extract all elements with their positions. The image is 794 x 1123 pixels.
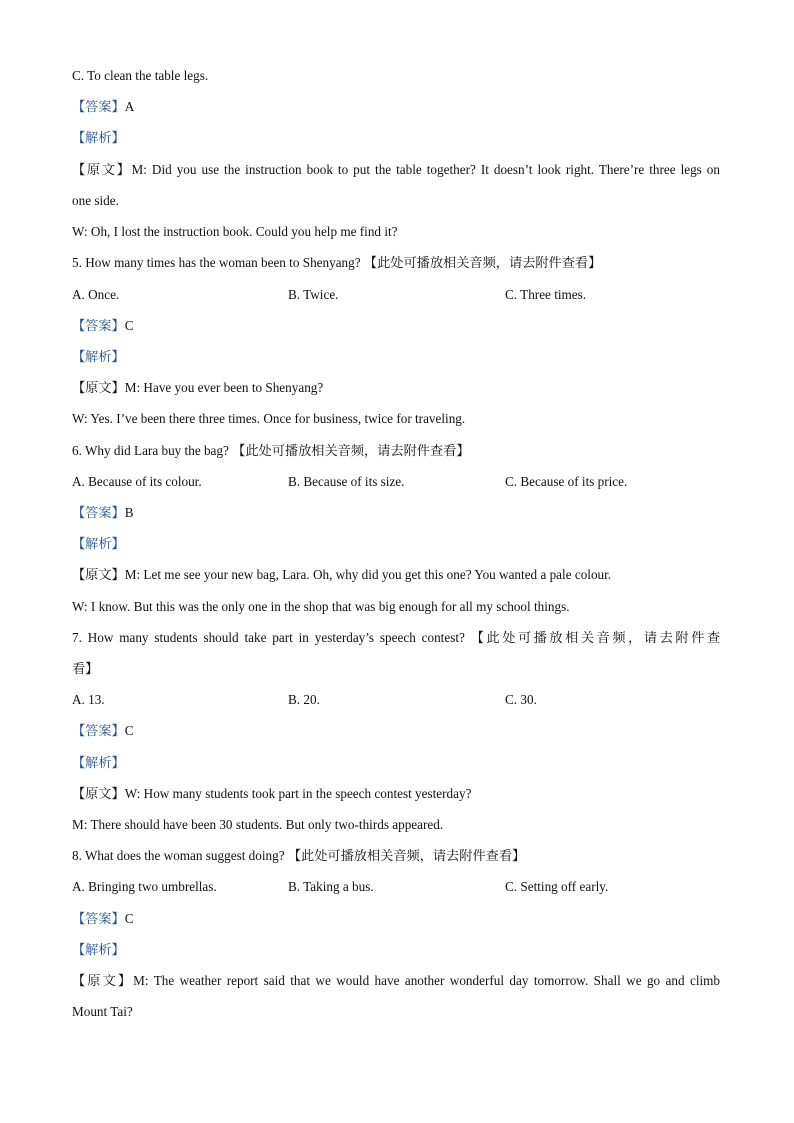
question-text: 6. Why did Lara buy the bag? [72,443,229,458]
answer-line [72,722,134,740]
question-8 [72,847,525,865]
audio-note: 【此处可播放相关音频，请去附件查 [470,630,721,645]
transcript-line: W: Yes. I’ve been there three times. Once for business, twice for traveling. [72,411,466,426]
transcript-line [72,379,323,397]
answer-line [72,504,134,522]
answer-value: B [124,505,134,520]
answer-label: 【答案】 [72,99,125,114]
transcript-text: M: The weather report said that we would have another wonderful day tomorrow. Shall we go and climb [133,973,720,988]
option-c: C. Three times. [505,287,587,302]
answer-value: C [124,723,134,738]
answer-line [72,910,134,928]
analysis-label: 【解析】 [72,755,125,770]
audio-note: 【此处可播放相关音频，请去附件查看】 [363,255,602,270]
transcript-line [72,972,720,990]
analysis-label: 【解析】 [72,130,125,145]
transcript-cont: Mount Tai? [72,1004,133,1019]
transcript-line [72,566,611,584]
transcript-label: 【原文】 [72,786,125,801]
answer-label: 【答案】 [72,505,125,520]
audio-note: 【此处可播放相关音频，请去附件查看】 [232,443,470,458]
analysis-label: 【解析】 [72,942,125,957]
question-text: 7. How many students should take part in yesterday’s speech contest? [72,630,465,645]
transcript-label: 【原文】 [72,567,125,582]
question-7 [72,629,720,647]
answer-value: C [124,318,134,333]
transcript-label: 【原文】 [72,380,125,395]
question-5 [72,254,601,272]
option-b: B. 20. [288,692,320,707]
option-b: B. Because of its size. [288,474,405,489]
option-b: B. Taking a bus. [288,879,374,894]
option-c-line: C. To clean the table legs. [72,68,209,83]
transcript-text: M: Let me see your new bag, Lara. Oh, why did you get this one? You wanted a pale colour. [124,567,612,582]
transcript-cont: one side. [72,193,119,208]
question-6 [72,442,470,460]
option-a: A. Once. [72,287,120,302]
transcript-line: M: There should have been 30 students. But only two-thirds appeared. [72,817,444,832]
transcript-line [72,161,720,179]
transcript-line: W: Oh, I lost the instruction book. Could you help me find it? [72,224,398,239]
option-c: C. Setting off early. [505,879,609,894]
analysis-label: 【解析】 [72,536,125,551]
option-c: C. 30. [505,692,537,707]
option-a: A. 13. [72,692,105,707]
transcript-text: W: How many students took part in the speech contest yesterday? [124,786,472,801]
answer-label: 【答案】 [72,318,125,333]
answer-label: 【答案】 [72,911,125,926]
transcript-text: M: Have you ever been to Shenyang? [124,380,324,395]
option-a: A. Bringing two umbrellas. [72,879,217,894]
transcript-line [72,785,471,803]
answer-value: C [124,911,134,926]
answer-value: A [124,99,135,114]
transcript-text: M: Did you use the instruction book to put the table together? It doesn’t look right. There’re three legs on [131,162,720,177]
answer-label: 【答案】 [72,723,125,738]
option-a: A. Because of its colour. [72,474,202,489]
question-text: 5. How many times has the woman been to Shenyang? [72,255,361,270]
transcript-line: W: I know. But this was the only one in the shop that was big enough for all my school things. [72,599,570,614]
transcript-label: 【原文】 [72,162,132,177]
answer-line [72,317,134,335]
analysis-label: 【解析】 [72,349,125,364]
audio-note: 【此处可播放相关音频，请去附件查看】 [287,848,526,863]
question-text: 8. What does the woman suggest doing? [72,848,285,863]
transcript-label: 【原文】 [72,973,134,988]
audio-note-cont: 看】 [72,661,99,676]
answer-line [72,98,134,116]
option-c: C. Because of its price. [505,474,628,489]
option-b: B. Twice. [288,287,339,302]
